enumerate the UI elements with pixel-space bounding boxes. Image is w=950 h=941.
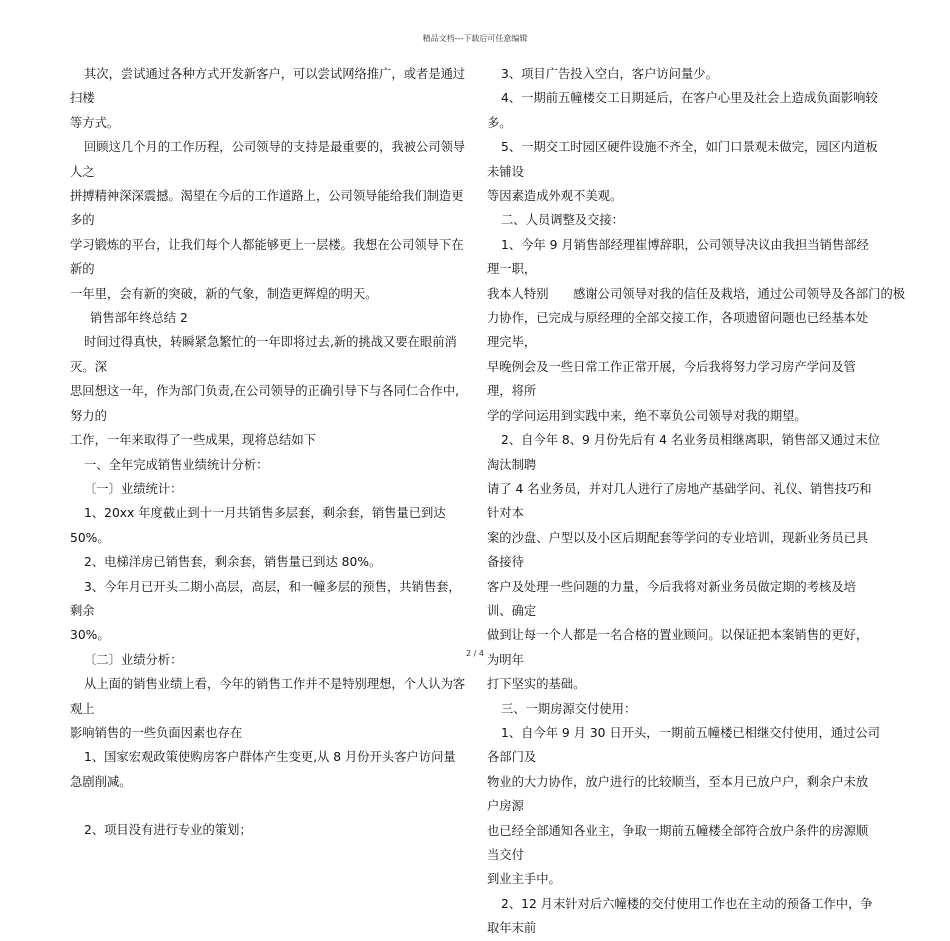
paragraph-line: 3、项目广告投入空白，客户访问量少。 xyxy=(501,67,718,81)
page-header: 精品文档---下载后可任意编辑 xyxy=(422,34,528,43)
paragraph-line: 拼搏精神深深震撼。渴望在今后的工作道路上，公司领导能给我们制造更多的 xyxy=(70,189,464,228)
paragraph-line: 等方式。 xyxy=(70,115,120,130)
paragraph-line: 早晚例会及一些日常工作正常开展，今后我将努力学习房产学问及管理，将所 xyxy=(487,359,856,399)
subsection-heading: 〔一〕业绩统计： xyxy=(84,481,183,496)
paragraph-line: 2、12 月末针对后六幢楼的交付使用工作也在主动的预备工作中，争取年末前 xyxy=(487,896,873,936)
paragraph-line: 做到让每一个人都是一名合格的置业顾问。以保证把本案销售的更好，为明年 xyxy=(487,628,869,667)
paragraph-line: 1、自今年 9 月 30 日开头，一期前五幢楼已相继交付使用，通过公司各部门及 xyxy=(487,725,880,765)
paragraph-line: 到业主手中。 xyxy=(487,872,561,887)
paragraph-line: 思回想这一年，作为部门负责,在公司领导的正确引导下与各同仁合作中,努力的 xyxy=(70,384,460,423)
paragraph-line: 其次，尝试通过各种方式开发新客户，可以尝试网络推广，或者是通过扫楼 xyxy=(70,67,466,106)
paragraph-line: 工作，一年来取得了一些成果，现将总结如下 xyxy=(70,433,316,448)
paragraph-line: 我本人特别 感谢公司领导对我的信任及栽培，通过公司领导及各部门的极 xyxy=(487,286,906,301)
paragraph-line: 打下坚实的基础。 xyxy=(487,677,586,692)
paragraph-line: 2、自今年 8、9 月份先后有 4 名业务员相继离职，销售部又通过末位淘汰制聘 xyxy=(487,433,880,472)
paragraph-line: 影响销售的一些负面因素也存在 xyxy=(70,725,243,740)
paragraph-line: 3、今年月已开头二期小高层，高层，和一幢多层的预售，共销售套，剩余 xyxy=(70,579,461,618)
paragraph-line: 案的沙盘、户型以及小区后期配套等学问的专业培训，现新业务员已具备接待 xyxy=(487,530,869,570)
paragraph-line: 也已经全部通知各业主，争取一期前五幢楼全部符合放户条件的房源顺当交付 xyxy=(487,823,869,862)
paragraph-line: 请了 4 名业务员，并对几人进行了房地产基础学问、礼仪、销售技巧和针对本 xyxy=(487,481,872,521)
paragraph-line: 学的学问运用到实践中来，绝不辜负公司领导对我的期望。 xyxy=(487,408,807,423)
paragraph-line: 客户及处理一些问题的力量，今后我将对新业务员做定期的考核及培训、确定 xyxy=(487,579,856,618)
paragraph-line: 1、国家宏观政策使购房客户群体产生变更,从 8 月份开头客户访问量急剧削减。 xyxy=(70,750,456,789)
section-heading: 二、人员调整及交接： xyxy=(501,213,624,228)
right-column xyxy=(487,62,906,941)
section-heading: 一、全年完成销售业绩统计分析： xyxy=(84,457,269,472)
blank-line xyxy=(70,794,466,818)
paragraph-line: 物业的大力协作，放户进行的比较顺当，至本月已放户户，剩余户未放户房源 xyxy=(487,774,869,814)
paragraph-line: 一年里，会有新的突破，新的气象，制造更辉煌的明天。 xyxy=(70,286,378,301)
paragraph-line: 时间过得真快，转瞬紧急繁忙的一年即将过去,新的挑战又要在眼前消灭。深 xyxy=(70,335,457,374)
page-number: 2 / 4 xyxy=(466,649,484,658)
left-column xyxy=(70,62,466,843)
subsection-heading: 〔二〕业绩分析： xyxy=(84,652,183,667)
paragraph-line: 2、项目没有进行专业的策划； xyxy=(84,823,252,838)
paragraph-line: 4、一期前五幢楼交工日期延后，在客户心里及社会上造成负面影响较多。 xyxy=(487,91,878,130)
paragraph-line: 力协作，已完成与原经理的全部交接工作，各项遗留问题也已经基本处理完毕， xyxy=(487,311,869,350)
section-heading: 销售部年终总结 2 xyxy=(90,311,188,326)
section-heading: 三、一期房源交付使用： xyxy=(501,701,637,716)
paragraph-line: 30%。 xyxy=(70,628,110,643)
paragraph-line: 从上面的销售业绩上看，今年的销售工作并不是特别理想，个人认为客观上 xyxy=(70,677,466,716)
paragraph-line: 等因素造成外观不美观。 xyxy=(487,189,623,204)
paragraph-line: 1、今年 9 月销售部经理崔博辞职，公司领导决议由我担当销售部经理一职， xyxy=(487,237,869,277)
paragraph-line: 1、20xx 年度截止到十一月共销售多层套，剩余套，销售量已到达 50%。 xyxy=(70,506,446,545)
paragraph-line: 学习锻炼的平台，让我们每个人都能够更上一层楼。我想在公司领导下在新的 xyxy=(70,237,464,277)
paragraph-line: 回顾这几个月的工作历程，公司领导的支持是最重要的，我被公司领导人之 xyxy=(70,140,466,179)
paragraph-line: 2、电梯洋房已销售套，剩余套，销售量已到达 80%。 xyxy=(84,555,382,570)
paragraph-line: 5、一期交工时园区硬件设施不齐全，如门口景观未做完，园区内道板未铺设 xyxy=(487,140,878,179)
